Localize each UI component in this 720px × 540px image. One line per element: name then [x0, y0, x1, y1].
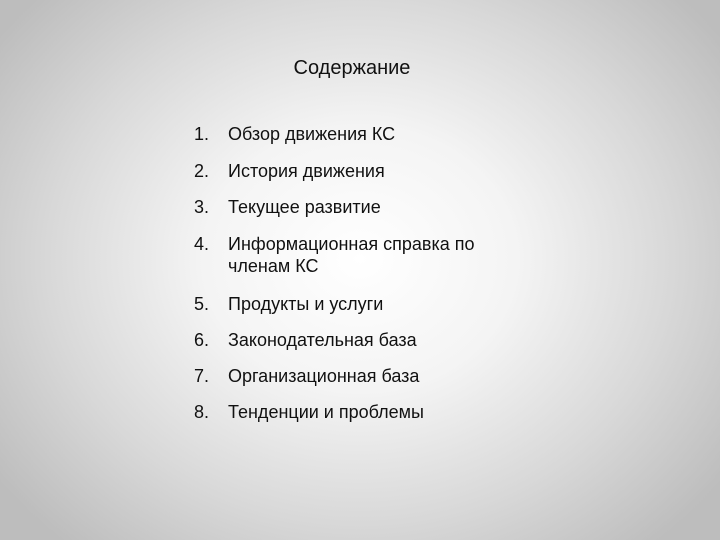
toc-item-text: Продукты и услуги [228, 294, 384, 314]
toc-item-3 [194, 196, 554, 218]
toc-item-6 [194, 329, 554, 351]
toc-item-text: Текущее развитие [228, 197, 381, 217]
toc-item-text: Обзор движения КС [228, 124, 396, 144]
toc-item-text: Тенденции и проблемы [228, 402, 424, 422]
toc-item-text: Организационная база [228, 366, 420, 386]
toc-item-7 [194, 365, 554, 387]
toc-item-4 [194, 233, 514, 277]
toc-item-text: История движения [228, 161, 385, 181]
toc-item-number: 2. [194, 161, 210, 181]
toc-item-number: 3. [194, 197, 210, 217]
toc-item-2 [194, 160, 554, 182]
toc-item-text: Законодательная база [228, 330, 417, 350]
toc-item-number: 5. [194, 294, 210, 314]
toc-item-1 [194, 123, 554, 145]
toc-item-text: Информационная справка по членам КС [228, 234, 475, 276]
toc-item-number: 8. [194, 402, 210, 422]
toc-item-8 [194, 401, 554, 423]
toc-item-number: 7. [194, 366, 210, 386]
toc-item-number: 4. [194, 234, 210, 254]
toc-item-number: 1. [194, 124, 210, 144]
slide-title [0, 55, 700, 81]
toc-item-5 [194, 293, 554, 315]
toc-item-number: 6. [194, 330, 210, 350]
slide-title-text: Содержание [293, 57, 411, 79]
